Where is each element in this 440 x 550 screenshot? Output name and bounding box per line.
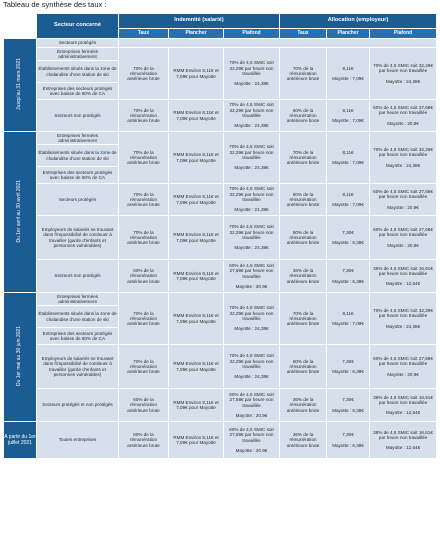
ind-plafond-cell: [224, 48, 280, 100]
ind-plafond-cell-mayotte: Mayotte : 20,9€: [235, 412, 268, 418]
alloc-plafond-cell-mayotte: Mayotte : 20,9€: [387, 120, 419, 126]
rates-summary-table-wrapper: [3, 13, 436, 548]
ind-plafond-cell: [224, 293, 280, 345]
ind-taux-cell: 60% de la rémunération antérieure brute: [119, 260, 169, 293]
ind-taux-cell: 70% de la rémunération antérieure brute: [119, 345, 169, 389]
alloc-plafond-cell-main: 70% de 4,5 SMIC soit 32,29€ par heure non travaillée: [373, 147, 433, 158]
ind-plancher-cell: RMM Environ 8,11€ et 7,09€ pour Mayotte: [169, 48, 224, 100]
alloc-plancher-cell: [327, 422, 370, 459]
alloc-taux-cell: 70% de la rémunération antérieure brute: [280, 132, 327, 184]
table-row: [4, 345, 437, 389]
alloc-plancher-cell-mayotte: Mayotte : 6,38€: [332, 240, 364, 245]
alloc-plafond-cell-main: 36% de 4,5 SMIC soit 16,61€ par heure non travaillée: [373, 265, 433, 276]
alloc-plafond-cell: [370, 100, 437, 132]
alloc-plancher-cell-mayotte: Mayotte : 6,38€: [332, 369, 364, 374]
alloc-plancher-cell-mayotte: Mayotte : 7,09€: [332, 202, 364, 207]
alloc-plafond-cell: [370, 389, 437, 422]
sector-cell: Entreprises fermées administrativement: [37, 293, 119, 306]
ind-taux-cell: 70% de la rémunération antérieure brute: [119, 132, 169, 184]
ind-taux-cell: 70% de la rémunération antérieure brute: [119, 293, 169, 345]
alloc-plafond-cell-mayotte: Mayotte : 12,54€: [385, 445, 421, 451]
table-body: [4, 39, 437, 459]
sector-cell: Entreprises des secteurs protégés avec baisse de 80% de CA: [37, 83, 119, 100]
alloc-plancher-cell: [327, 184, 370, 216]
sector-cell: Entreprises des secteurs protégés avec baisse de 80% de CA: [37, 328, 119, 345]
alloc-plafond-cell-mayotte: Mayotte : 12,54€: [385, 410, 421, 416]
header-alloc-plafond: Plafond: [370, 29, 437, 39]
sector-cell: Secteurs protégés: [37, 39, 119, 48]
alloc-plancher-cell-mayotte: Mayotte : 6,38€: [332, 278, 364, 284]
ind-plancher-cell: RMM Environ 8,11€ et 7,09€ pour Mayotte: [169, 100, 224, 132]
ind-plafond-cell-mayotte: Mayotte : 24,38€: [234, 326, 269, 332]
ind-plancher-cell: RMM Environ 8,11€ et 7,09€ pour Mayotte: [169, 132, 224, 184]
ind-plafond-cell-mayotte: Mayotte : 20,9€: [235, 447, 268, 453]
header-indemnite: Indemnité (salarié): [119, 14, 280, 29]
alloc-plancher-cell: [327, 389, 370, 422]
period-cell: [4, 293, 37, 422]
alloc-plancher-cell: [327, 345, 370, 389]
ind-plafond-cell: [224, 389, 280, 422]
table-row: [4, 132, 437, 145]
ind-plancher-cell: RMM Environ 8,11€ et 7,09€ pour Mayotte: [169, 345, 224, 389]
sector-cell: Entreprises fermées administrativement: [37, 132, 119, 145]
alloc-plancher-cell-main: 7,30€: [342, 268, 354, 274]
alloc-plafond-cell-main: 36% de 4,5 SMIC soit 16,61€ par heure non travaillée: [373, 394, 433, 405]
table-row: [4, 389, 437, 422]
alloc-plancher-cell-main: 7,30€: [342, 432, 354, 438]
table-row: [4, 293, 437, 306]
alloc-plancher-cell-mayotte: Mayotte : 6,38€: [332, 407, 364, 413]
table-row: [4, 39, 437, 48]
alloc-taux-cell: 36% de la rémunération antérieure brute: [280, 389, 327, 422]
ind-taux-cell: 60% de la rémunération antérieure brute: [119, 422, 169, 459]
period-label: Du 1er avril au 30 avril 2021: [16, 180, 23, 243]
alloc-plancher-cell-main: 8,11€: [342, 310, 354, 316]
ind-plafond-cell-main: 60% de 4,5 SMIC soit 27,68€ par heure non travaillée: [229, 262, 274, 279]
ind-plafond-cell-main: 70% de 4,5 SMIC soit 32,29€ par heure non travaillée: [229, 144, 274, 160]
ind-plafond-cell: [224, 422, 280, 459]
sector-cell: Secteurs protégés et non protégés: [37, 389, 119, 422]
table-row: [4, 216, 437, 260]
alloc-taux-cell: 60% de la rémunération antérieure brute: [280, 100, 327, 132]
alloc-taux-cell: 70% de la rémunération antérieure brute: [280, 48, 327, 100]
ind-plafond-cell-main: 70% de 4,5 SMIC soit 32,29€ par heure non travaillée: [229, 186, 274, 202]
alloc-plafond-cell-main: 60% de 4,5 SMIC soit 27,68€ par heure non travaillée: [373, 227, 433, 238]
sector-cell: Établissements situés dans la zone de chalandise d'une station de ski: [37, 145, 119, 167]
table-row: [4, 100, 437, 132]
header-alloc-plancher: Plancher: [327, 29, 370, 39]
alloc-plafond-cell: [370, 422, 437, 459]
ind-plafond-cell-mayotte: Mayotte : 24,38€: [234, 165, 269, 171]
ind-plafond-cell-main: 60% de 4,5 SMIC soit 27,68€ par heure non travaillée: [229, 391, 274, 408]
alloc-plafond-cell-mayotte: Mayotte : 20,9€: [387, 371, 419, 377]
alloc-plafond-cell-mayotte: Mayotte : 24,38€: [385, 162, 421, 168]
alloc-plancher-cell-mayotte: Mayotte : 7,09€: [332, 160, 364, 165]
ind-plancher-cell: RMM Environ 8,11€ et 7,09€ pour Mayotte: [169, 389, 224, 422]
header-row-top: [4, 14, 437, 29]
alloc-plancher-cell: [327, 260, 370, 293]
ind-plafond-cell-main: 70% de 4,5 SMIC soit 32,29€ par heure non travaillée: [229, 60, 274, 76]
alloc-plancher-cell: [327, 216, 370, 260]
sector-cell: Entreprises des secteurs protégés avec baisse de 80% de CA: [37, 167, 119, 184]
alloc-taux-cell: 36% de la rémunération antérieure brute: [280, 422, 327, 459]
ind-plafond-cell-main: 60% de 4,5 SMIC soit 27,68€ par heure non travaillée: [229, 426, 274, 443]
alloc-plancher-cell: [327, 293, 370, 345]
period-label: Du 1er mai au 30 juin 2021: [16, 326, 23, 387]
ind-plancher-cell: RMM Environ 8,11€ et 7,09€ pour Mayotte: [169, 422, 224, 459]
ind-plafond-cell-mayotte: Mayotte : 24,38€: [234, 207, 269, 213]
ind-plafond-cell: [224, 184, 280, 216]
ind-plafond-cell: [224, 345, 280, 389]
alloc-plafond-cell-mayotte: Mayotte : 12,54€: [385, 281, 421, 287]
table-caption: Tableau de synthèse des taux :: [3, 0, 107, 9]
alloc-plafond-cell: [370, 184, 437, 216]
period-cell: [4, 39, 37, 132]
alloc-plafond-cell: [370, 345, 437, 389]
table-row: [4, 184, 437, 216]
ind-plafond-cell-main: 70% de 4,5 SMIC soit 32,29€ par heure non travaillée: [229, 353, 274, 369]
ind-taux-cell: 70% de la rémunération antérieure brute: [119, 216, 169, 260]
alloc-plancher-cell: [327, 48, 370, 100]
ind-taux-cell: 70% de la rémunération antérieure brute: [119, 184, 169, 216]
alloc-taux-cell: 70% de la rémunération antérieure brute: [280, 293, 327, 345]
alloc-taux-cell: 60% de la rémunération antérieure brute: [280, 184, 327, 216]
ind-plancher-cell: RMM Environ 8,11€ et 7,09€ pour Mayotte: [169, 260, 224, 293]
sector-cell: Entreprises fermées administrativement: [37, 48, 119, 61]
sector-cell: Toutes entreprises: [37, 422, 119, 459]
header-alloc-taux: Taux: [280, 29, 327, 39]
ind-plafond-cell-mayotte: Mayotte : 20,9€: [235, 283, 268, 289]
header-ind-plafond: Plafond: [224, 29, 280, 39]
period-cell: [4, 422, 37, 459]
alloc-plafond-cell: [370, 132, 437, 184]
header-allocation: Allocation (employeur): [280, 14, 437, 29]
ind-plancher-cell: RMM Environ 8,11€ et 7,09€ pour Mayotte: [169, 293, 224, 345]
table-row: [4, 260, 437, 293]
alloc-plancher-cell-main: 8,11€: [342, 191, 354, 197]
sector-cell: Employeurs de salariés se trouvant dans l'impossibilité de continuer à travailler (garde d'enfants et personnes vulnérables): [37, 216, 119, 260]
header-corner: [4, 14, 37, 39]
alloc-plafond-cell-mayotte: Mayotte : 20,9€: [387, 204, 419, 210]
alloc-plafond-cell: [370, 293, 437, 345]
alloc-plancher-cell-mayotte: Mayotte : 6,38€: [332, 442, 364, 448]
sector-cell: Secteurs non protégés: [37, 260, 119, 293]
alloc-plancher-cell-main: 8,11€: [342, 149, 354, 155]
ind-plafond-cell-mayotte: Mayotte : 24,38€: [234, 123, 269, 129]
ind-taux-cell: 70% de la rémunération antérieure brute: [119, 48, 169, 100]
alloc-plafond-cell-main: 60% de 4,5 SMIC soit 27,68€ par heure non travaillée: [373, 105, 433, 116]
ind-plancher-cell: RMM Environ 8,11€ et 7,09€ pour Mayotte: [169, 184, 224, 216]
sector-cell: Établissements situés dans la zone de chalandise d'une station de ski: [37, 61, 119, 83]
header-ind-plancher: Plancher: [169, 29, 224, 39]
alloc-plafond-cell-main: 36% de 4,5 SMIC soit 16,61€ par heure non travaillée: [373, 429, 433, 440]
empty-band: [119, 39, 437, 48]
alloc-plancher-cell-mayotte: Mayotte : 7,09€: [332, 321, 364, 326]
alloc-plancher-cell-main: 8,11€: [342, 107, 354, 113]
period-label: Jusqu'au 31 mars 2021: [16, 58, 23, 111]
table-row: [4, 422, 437, 459]
alloc-plancher-cell-main: 7,30€: [342, 229, 354, 235]
alloc-plafond-cell-mayotte: Mayotte : 24,38€: [385, 78, 421, 84]
ind-plafond-cell: [224, 132, 280, 184]
alloc-plafond-cell: [370, 48, 437, 100]
alloc-plafond-cell: [370, 260, 437, 293]
ind-taux-cell: 70% de la rémunération antérieure brute: [119, 100, 169, 132]
alloc-plafond-cell: [370, 216, 437, 260]
alloc-plafond-cell-main: 60% de 4,5 SMIC soit 27,68€ par heure non travaillée: [373, 356, 433, 367]
ind-taux-cell: 60% de la rémunération antérieure brute: [119, 389, 169, 422]
sector-cell: Secteurs protégés: [37, 184, 119, 216]
ind-plancher-cell: RMM Environ 8,11€ et 7,09€ pour Mayotte: [169, 216, 224, 260]
sector-cell: Établissements situés dans la zone de chalandise d'une station de ski: [37, 306, 119, 328]
sector-cell: Employeurs de salariés se trouvant dans l'impossibilité de continuer à travailler (garde d'enfants et personnes vulnérables): [37, 345, 119, 389]
table-row: [4, 48, 437, 61]
ind-plafond-cell: [224, 100, 280, 132]
ind-plafond-cell: [224, 260, 280, 293]
period-cell: [4, 132, 37, 293]
alloc-plancher-cell-main: 8,11€: [342, 65, 354, 71]
alloc-plancher-cell-mayotte: Mayotte : 7,09€: [332, 76, 364, 81]
alloc-plafond-cell-mayotte: Mayotte : 24,38€: [385, 323, 421, 329]
header-ind-taux: Taux: [119, 29, 169, 39]
alloc-plancher-cell: [327, 132, 370, 184]
alloc-plancher-cell-mayotte: Mayotte : 7,09€: [332, 118, 364, 123]
alloc-plafond-cell-main: 60% de 4,5 SMIC soit 27,68€ par heure non travaillée: [373, 189, 433, 200]
ind-plafond-cell-main: 70% de 4,5 SMIC soit 32,29€ par heure non travaillée: [229, 102, 274, 118]
header-sector: Secteur concerné: [37, 14, 119, 39]
alloc-plancher-cell-main: 7,30€: [342, 358, 354, 364]
ind-plafond-cell-main: 70% de 4,5 SMIC soit 32,29€ par heure non travaillée: [229, 224, 274, 240]
alloc-plancher-cell-main: 7,30€: [342, 397, 354, 403]
ind-plafond-cell: [224, 216, 280, 260]
rates-summary-table: [3, 13, 437, 459]
alloc-plancher-cell: [327, 100, 370, 132]
ind-plafond-cell-mayotte: Mayotte : 24,38€: [234, 245, 269, 251]
sector-cell: Secteurs non protégés: [37, 100, 119, 132]
alloc-taux-cell: 60% de la rémunération antérieure brute: [280, 345, 327, 389]
alloc-plafond-cell-mayotte: Mayotte : 20,9€: [387, 242, 419, 248]
period-label: A partir du 1er juillet 2021: [4, 434, 36, 446]
alloc-plafond-cell-main: 70% de 4,5 SMIC soit 32,29€ par heure non travaillée: [373, 63, 433, 74]
alloc-taux-cell: 60% de la rémunération antérieure brute: [280, 216, 327, 260]
alloc-taux-cell: 36% de la rémunération antérieure brute: [280, 260, 327, 293]
ind-plafond-cell-mayotte: Mayotte : 24,38€: [234, 81, 269, 87]
alloc-plafond-cell-main: 70% de 4,5 SMIC soit 32,29€ par heure non travaillée: [373, 308, 433, 319]
ind-plafond-cell-mayotte: Mayotte : 24,38€: [234, 374, 269, 380]
ind-plafond-cell-main: 70% de 4,5 SMIC soit 32,29€ par heure non travaillée: [229, 305, 274, 321]
